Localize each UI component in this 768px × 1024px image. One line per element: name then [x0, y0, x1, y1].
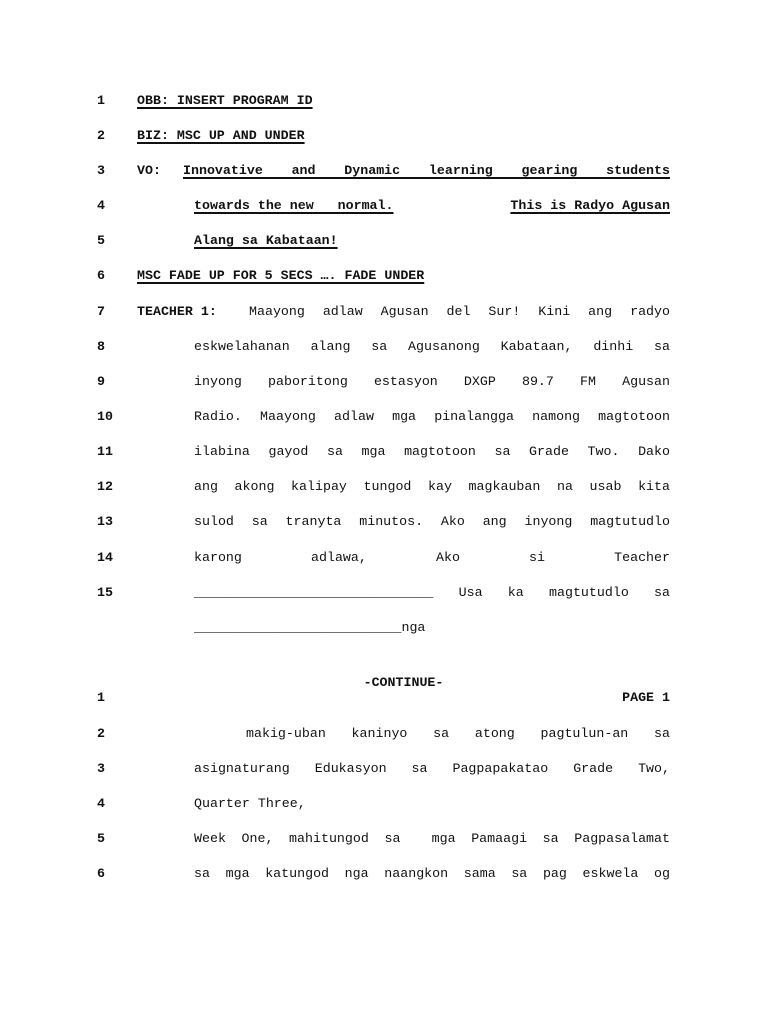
vo-text-end: Alang sa Kabataan!: [194, 233, 338, 248]
dialogue-text: ______________________________ Usa ka magtutudlo sa: [194, 585, 670, 600]
line-number: 14: [97, 550, 113, 565]
cue-obb: OBB: INSERT PROGRAM ID: [137, 93, 313, 108]
line-number: 6: [97, 866, 105, 881]
dialogue-text: __________________________nga: [194, 620, 426, 635]
page-number: PAGE 1: [622, 690, 670, 705]
page2-line-4: [0, 794, 768, 814]
line-number: 3: [97, 761, 105, 776]
vo-text: Innovative and Dynamic learning gearing students: [183, 163, 670, 178]
line-number: 5: [97, 831, 105, 846]
script-line-8: [0, 337, 768, 357]
page2-line-2: [0, 724, 768, 744]
continue-marker: -CONTINUE-: [363, 675, 444, 690]
line-number: 2: [97, 128, 105, 143]
cue-msc: MSC FADE UP FOR 5 SECS …. FADE UNDER: [137, 268, 425, 283]
dialogue-text: ilabina gayod sa mga magtotoon sa Grade Two. Dako: [194, 444, 670, 459]
dialogue-text: ang akong kalipay tungod kay magkauban na usab kita: [194, 479, 670, 494]
script-line-11: [0, 442, 768, 462]
dialogue-text: eskwelahanan alang sa Agusanong Kabataan, dinhi sa: [194, 339, 670, 354]
line-number: 10: [97, 409, 113, 424]
line-number: 5: [97, 233, 105, 248]
script-line-13: [0, 512, 768, 532]
dialogue-text: makig-uban kaninyo sa atong pagtulun-an sa: [246, 726, 670, 741]
line-number: 8: [97, 339, 105, 354]
dialogue-text: karong adlawa, Ako si Teacher: [194, 550, 670, 565]
line-number: 13: [97, 514, 113, 529]
line-number: 6: [97, 268, 105, 283]
line-number: 1: [97, 690, 105, 705]
script-line-15: [0, 583, 768, 603]
page2-line-5: [0, 829, 768, 849]
dialogue-text: inyong paboritong estasyon DXGP 89.7 FM Agusan: [194, 374, 670, 389]
script-line-2: [0, 126, 768, 146]
dialogue-text: sa mga katungod nga naangkon sama sa pag eskwela og: [194, 866, 670, 881]
speaker-label: TEACHER 1:: [137, 304, 217, 319]
line-number: 9: [97, 374, 105, 389]
vo-label: VO:: [137, 163, 161, 178]
script-line-5: [0, 231, 768, 251]
line-number: 12: [97, 479, 113, 494]
script-line-4: [0, 196, 768, 216]
line-number: 1: [97, 93, 105, 108]
script-line-16: [0, 618, 768, 638]
line-number: 3: [97, 163, 105, 178]
line-number: 11: [97, 444, 113, 459]
dialogue-text: Quarter Three,: [194, 796, 306, 811]
script-line-12: [0, 477, 768, 497]
dialogue-text: Maayong adlaw Agusan del Sur! Kini ang radyo: [249, 304, 670, 319]
line-number: 2: [97, 726, 105, 741]
script-line-10: [0, 407, 768, 427]
dialogue-text: asignaturang Edukasyon sa Pagpapakatao Grade Two,: [194, 761, 670, 776]
vo-text-b: This is Radyo Agusan: [510, 198, 670, 213]
page2-line-6: [0, 864, 768, 884]
line-number: 4: [97, 796, 105, 811]
page2-line-1: [0, 688, 768, 708]
dialogue-text: sulod sa tranyta minutos. Ako ang inyong magtutudlo: [194, 514, 670, 529]
line-number: 7: [97, 304, 105, 319]
cue-biz: BIZ: MSC UP AND UNDER: [137, 128, 305, 143]
vo-text-a: towards the new normal.: [194, 198, 394, 213]
dialogue-text: Week One, mahitungod sa mga Pamaagi sa Pagpasalamat: [194, 831, 670, 846]
continue-line: [0, 653, 768, 690]
line-number: 4: [97, 198, 105, 213]
page2-line-3: [0, 759, 768, 779]
script-line-3: [0, 161, 768, 181]
script-line-1: [0, 91, 768, 111]
script-line-9: [0, 372, 768, 392]
script-line-7: [0, 302, 768, 322]
dialogue-text: Radio. Maayong adlaw mga pinalangga namong magtotoon: [194, 409, 670, 424]
script-line-14: [0, 548, 768, 568]
line-number: 15: [97, 585, 113, 600]
script-line-6: [0, 266, 768, 286]
